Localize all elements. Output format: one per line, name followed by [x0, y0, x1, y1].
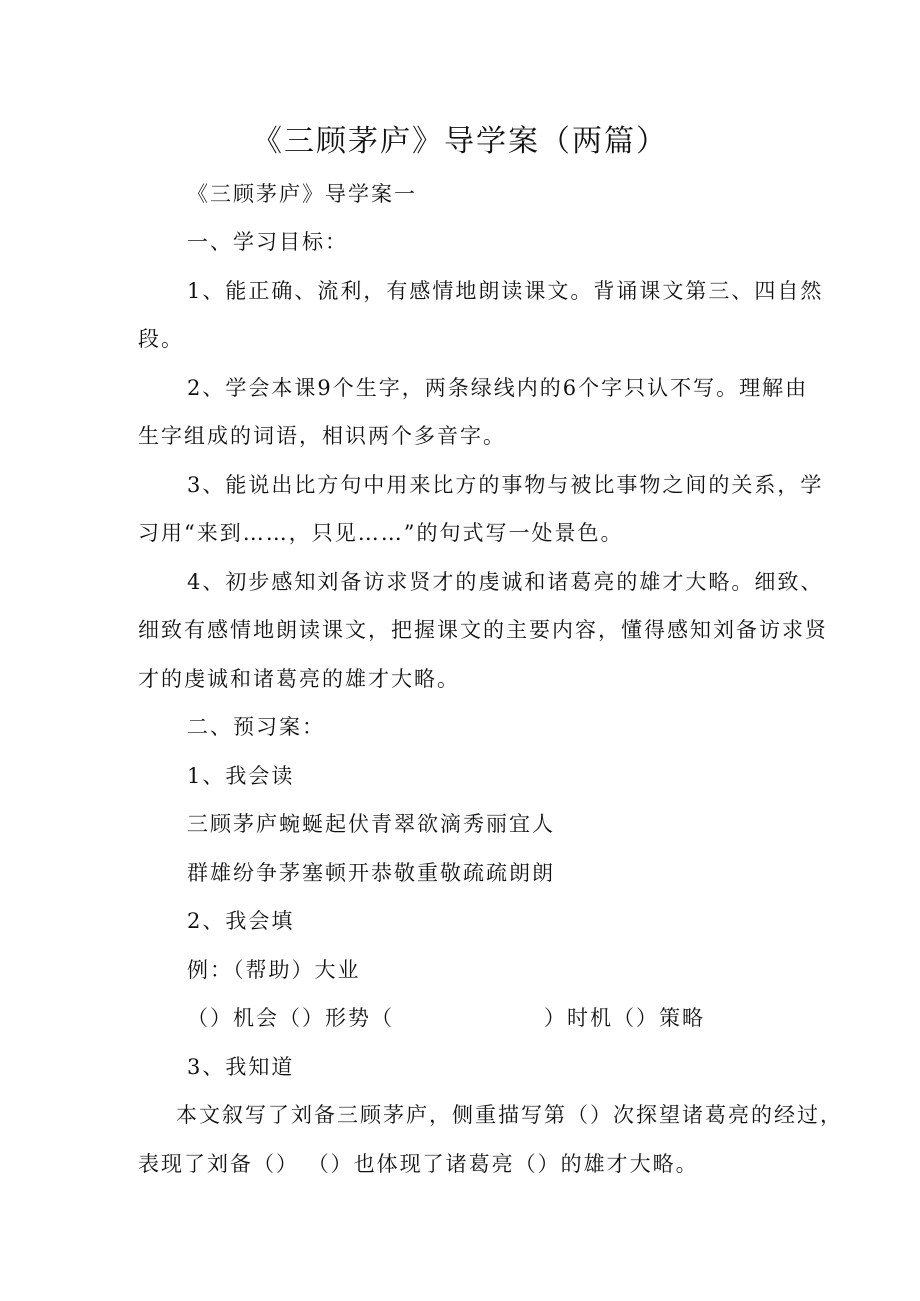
goal-2-line-1: 2、学会本课9个生字，两条绿线内的6个字只认不写。理解由 [187, 376, 809, 400]
goal-1-line-2: 段。 [138, 327, 184, 351]
fill-blanks-part-a: （）机会（）形势（ [187, 1006, 394, 1030]
fill-blanks-row [187, 1002, 837, 1032]
fill-example: 例：（帮助）大业 [187, 958, 361, 982]
goal-4-line-1: 4、初步感知刘备访求贤才的虔诚和诸葛亮的雄才大略。细致、 [187, 570, 824, 594]
fill-heading: 2、我会填 [187, 909, 295, 933]
read-words-row-2: 群雄纷争茅塞顿开恭敬重敬疏疏朗朗 [187, 861, 555, 885]
know-line-1: 本文叙写了刘备三顾茅庐，侧重描写第（）次探望诸葛亮的经过， [176, 1103, 843, 1127]
document-title: 《三顾茅庐》导学案（两篇） [252, 124, 668, 159]
goal-1-line-1: 1、能正确、流利，有感情地朗读课文。背诵课文第三、四自然 [187, 279, 824, 303]
fill-blanks-part-b: ）时机（）策略 [544, 1006, 705, 1030]
read-heading: 1、我会读 [187, 764, 295, 788]
section-heading-preview: 二、预习案： [187, 715, 325, 739]
goal-4-line-3: 才的虔诚和诸葛亮的雄才大略。 [138, 667, 460, 691]
goal-2-line-2: 生字组成的词语，相识两个多音字。 [138, 424, 506, 448]
know-line-2: 表现了刘备（） （）也体现了诸葛亮（）的雄才大略。 [138, 1152, 699, 1176]
document-subtitle: 《三顾茅庐》导学案一 [187, 182, 417, 206]
goal-3-line-1: 3、能说出比方句中用来比方的事物与被比事物之间的关系，学 [187, 473, 824, 497]
read-words-row-1: 三顾茅庐蜿蜒起伏青翠欲滴秀丽宜人 [187, 812, 555, 836]
goal-3-line-2: 习用“来到……，只见……”的句式写一处景色。 [138, 521, 624, 545]
know-heading: 3、我知道 [187, 1055, 295, 1079]
section-heading-goals: 一、学习目标： [187, 230, 348, 254]
goal-4-line-2: 细致有感情地朗读课文，把握课文的主要内容，懂得感知刘备访求贤 [138, 618, 828, 642]
